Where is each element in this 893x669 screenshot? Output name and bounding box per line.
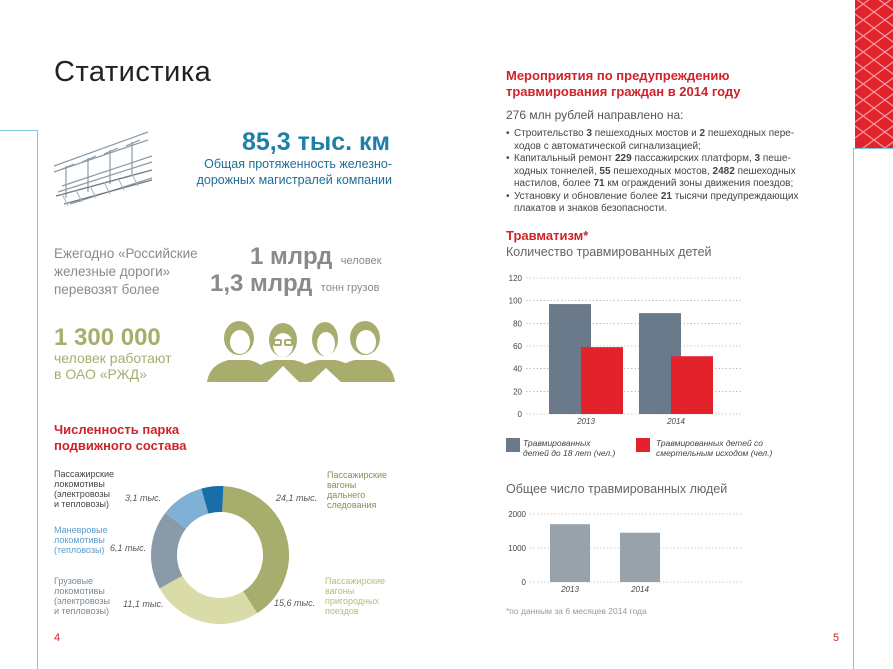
x-tick-label: 2014 (631, 585, 649, 594)
employees-text (54, 350, 214, 382)
red-corner-pattern (855, 0, 893, 148)
fleet-label-freight-locomotives (54, 576, 110, 616)
y-tick-label: 0 (517, 410, 522, 419)
fleet-label-1-line-1: Пассажирские (325, 576, 386, 586)
fleet-value-shunting-locomotives: 6,1 тыс. (110, 543, 147, 553)
total-chart-title: Общее число травмированных людей (506, 482, 728, 496)
fleet-label-0-line-1: Пассажирские (327, 470, 388, 480)
prevention-list-line (506, 166, 851, 179)
injury-heading: Травматизм* (506, 228, 589, 243)
prevention-text: плакатов и знаков безопасности. (514, 203, 668, 214)
cargo-unit: тонн грузов (320, 282, 380, 294)
frame-line-right-vertical (853, 148, 854, 669)
donut-segment (223, 499, 276, 602)
network-length-label-line-2: дорожных магистралей компании (196, 173, 392, 187)
x-tick-label: 2013 (561, 585, 579, 594)
network-length-label (170, 156, 392, 188)
legend-text-children-injured-line-1: Травмированных (523, 438, 591, 448)
passengers-intro-line-2: железные дороги» (54, 264, 171, 279)
prevention-list-line (506, 178, 851, 191)
prevention-text: Капитальный ремонт (514, 153, 615, 164)
legend-text-children-fatal-line-2: смертельным исходом (чел.) (656, 448, 773, 458)
prevention-text: Строительство (514, 128, 587, 139)
passengers-people-stat (250, 243, 382, 271)
fleet-label-1-line-3: пригородных (325, 596, 379, 606)
prevention-list-line (506, 141, 851, 154)
fleet-heading-line-2: подвижного состава (54, 438, 187, 453)
fleet-label-0-line-3: дальнего (327, 490, 366, 500)
fleet-donut-chart (149, 484, 291, 626)
prevention-heading (506, 68, 740, 100)
frame-line-left-vertical (37, 130, 38, 669)
legend-swatch-children-injured (506, 438, 520, 452)
donut-segment (164, 521, 176, 582)
people-unit: человек (340, 255, 382, 267)
prevention-text: пассажирских платформ, (631, 153, 755, 164)
fleet-label-shunting-locomotives (54, 525, 108, 555)
fleet-label-4-line-2: локомотивы (54, 479, 105, 489)
prevention-list-line (506, 153, 851, 166)
prevention-number: 71 (593, 178, 605, 189)
network-length-value: 85,3 тыс. км (242, 128, 390, 156)
fleet-label-2-line-1: Грузовые (54, 576, 94, 586)
employees-text-line-1: человек работают (54, 350, 172, 366)
fleet-value-passenger-locomotives: 3,1 тыс. (125, 493, 162, 503)
bar (620, 533, 660, 582)
passengers-intro-line-1: Ежегодно «Российские (54, 246, 198, 261)
prevention-list (506, 128, 851, 216)
injury-note: *по данным за 6 месяцев 2014 года (506, 606, 647, 616)
people-value: 1 млрд (250, 243, 333, 270)
fleet-value-suburban-cars: 15,6 тыс. (274, 598, 316, 608)
employees-text-line-2: в ОАО «РЖД» (54, 366, 147, 382)
fleet-label-3-line-1: Маневровые (54, 525, 108, 535)
prevention-text: тысячи предупреждающих (671, 190, 799, 202)
donut-segment (171, 582, 250, 611)
y-tick-label: 120 (508, 274, 522, 283)
prevention-number: 55 (599, 165, 611, 177)
bar (581, 347, 623, 414)
legend-text-children-fatal (656, 438, 796, 458)
page-number-right: 5 (833, 632, 840, 644)
prevention-number: 21 (660, 190, 672, 202)
y-tick-label: 1000 (508, 544, 526, 553)
page-number-left: 4 (54, 632, 61, 644)
passengers-intro (54, 245, 224, 299)
prevention-text: ходных тоннелей, (514, 165, 600, 177)
fleet-label-4-line-4: и тепловозы) (54, 499, 109, 509)
fleet-label-2-line-4: и тепловозы) (54, 606, 109, 616)
x-tick-label: 2014 (667, 417, 685, 426)
railway-catenary-icon (52, 126, 154, 208)
prevention-text: пешеходных пере- (705, 128, 795, 139)
prevention-text: пешеходных мостов, (610, 165, 713, 177)
x-tick-label: 2013 (577, 417, 595, 426)
legend-swatch-children-fatal (636, 438, 650, 452)
prevention-list-line (506, 191, 851, 204)
cargo-value: 1,3 млрд (210, 270, 313, 297)
employees-value: 1 300 000 (54, 324, 161, 351)
fleet-value-long-distance-cars: 24,1 тыс. (276, 493, 318, 503)
fleet-heading-line-1: Численность парка (54, 422, 180, 437)
frame-line-right-top (853, 148, 893, 149)
fleet-value-freight-locomotives: 11,1 тыс. (123, 599, 164, 609)
prevention-text: ходов с автоматической сигнализацией; (514, 140, 701, 152)
prevention-list-line (506, 128, 851, 141)
prevention-intro: 276 млн рублей направлено на: (506, 108, 684, 122)
prevention-number: 3 (586, 128, 592, 139)
y-tick-label: 0 (521, 578, 526, 587)
y-tick-label: 80 (513, 319, 522, 329)
fleet-label-3-line-3: (тепловозы) (54, 545, 105, 555)
y-tick-label: 100 (508, 296, 522, 306)
passengers-cargo-stat (210, 270, 379, 298)
bar (550, 524, 590, 582)
fleet-label-1-line-4: поездов (325, 606, 359, 616)
bar (671, 356, 713, 414)
prevention-text: Установку и обновление более (514, 190, 661, 202)
donut-segment (176, 501, 205, 521)
y-tick-label: 60 (513, 342, 522, 351)
prevention-heading-line-1: Мероприятия по предупреждению (506, 68, 730, 83)
fleet-heading (54, 422, 187, 454)
fleet-label-suburban-cars (325, 576, 385, 616)
total-injury-chart (500, 505, 750, 603)
y-tick-label: 2000 (508, 510, 526, 519)
legend-text-children-injured-line-2: детей до 18 лет (чел.) (523, 448, 616, 458)
fleet-label-2-line-3: (электровозы (54, 596, 110, 606)
prevention-text: пешеходных (734, 165, 796, 177)
fleet-label-2-line-2: локомотивы (54, 586, 105, 596)
fleet-label-passenger-locomotives (54, 469, 114, 509)
network-length-label-line-1: Общая протяженность железно- (204, 157, 392, 171)
page-title: Статистика (54, 56, 212, 88)
people-group-icon (207, 320, 395, 382)
legend-text-children-fatal-line-1: Травмированных детей со (656, 438, 764, 448)
fleet-label-1-line-2: вагоны (325, 586, 355, 596)
prevention-number: 229 (614, 153, 632, 164)
fleet-label-0-line-2: вагоны (327, 480, 357, 490)
children-chart-title: Количество травмированных детей (506, 245, 712, 259)
fleet-label-3-line-2: локомотивы (54, 535, 105, 545)
fleet-label-0-line-4: следования (327, 500, 377, 510)
prevention-text: км ограждений зоны движения поездов; (604, 178, 794, 189)
legend-text-children-injured (523, 438, 643, 458)
prevention-number: 2 (699, 128, 706, 139)
children-injury-chart (500, 268, 750, 434)
prevention-heading-line-2: травмирования граждан в 2014 году (506, 84, 741, 99)
passengers-intro-line-3: перевозят более (54, 282, 160, 297)
y-tick-label: 40 (513, 364, 522, 374)
fleet-label-4-line-3: (электровозы (54, 489, 110, 499)
prevention-text: пеше- (760, 153, 791, 164)
donut-segment (205, 499, 223, 501)
fleet-label-4-line-1: Пассажирские (54, 469, 115, 479)
prevention-text: настилов, более (514, 178, 594, 189)
y-tick-label: 20 (513, 387, 522, 397)
frame-line-left-top (0, 130, 38, 131)
prevention-number: 3 (754, 153, 761, 164)
prevention-text: пешеходных мостов и (591, 128, 700, 139)
fleet-label-long-distance-cars (327, 470, 387, 510)
prevention-list-line (506, 203, 851, 216)
prevention-number: 2482 (712, 165, 735, 177)
